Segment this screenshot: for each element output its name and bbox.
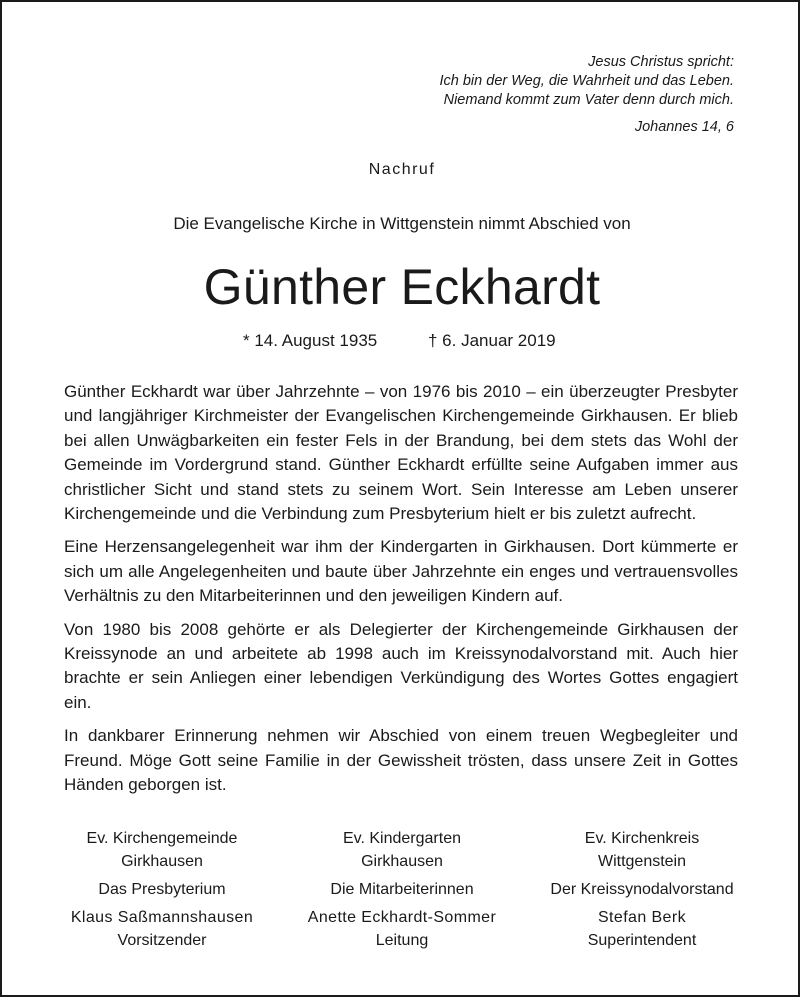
quote-line: Ich bin der Weg, die Wahrheit und das Leben. — [439, 73, 734, 89]
signature-org-line: Ev. Kirchengemeinde — [86, 830, 238, 847]
signature-org-line: Ev. Kindergarten — [343, 830, 461, 847]
signature-group: Das Presbyterium — [98, 881, 226, 898]
signature-org-place: Wittgenstein — [597, 853, 687, 870]
signature-block — [42, 827, 762, 952]
quote-line: Jesus Christus spricht: — [588, 54, 734, 70]
death-date: † 6. Januar 2019 — [428, 331, 556, 350]
signature-column — [282, 827, 522, 952]
intro-line: Die Evangelische Kirche in Wittgenstein nimmt Abschied von — [173, 214, 631, 233]
signature-role: Leitung — [375, 932, 429, 949]
birth-date: * 14. August 1935 — [243, 331, 378, 350]
bible-quote — [440, 53, 735, 137]
quote-reference: Johannes 14, 6 — [634, 119, 734, 135]
signature-group: Die Mitarbeiterinnen — [330, 881, 474, 898]
signature-role: Vorsitzender — [117, 932, 207, 949]
signature-column — [42, 827, 282, 952]
body-paragraph: Von 1980 bis 2008 gehörte er als Delegierter der Kirchengemeinde Girkhausen der Kreissynode an und arbeitete ab 1998 auch im Kreissynodalvorstand mit. Auch hier brachte er sein Anliegen einer lebendigen Verkündigung des Wortes Gottes engagiert ein. — [64, 619, 738, 712]
signature-group: Der Kreissynodalvorstand — [550, 881, 734, 898]
signature-person: Stefan Berk — [597, 909, 686, 926]
quote-line: Niemand kommt zum Vater denn durch mich. — [443, 92, 734, 108]
body-paragraph: In dankbarer Erinnerung nehmen wir Abschied von einem treuen Wegbegleiter und Freund. Möge Gott seine Familie in der Gewissheit trösten, dass unsere Zeit in Gottes Händen geborgen ist. — [64, 726, 738, 795]
deceased-name: Günther Eckhardt — [203, 259, 601, 315]
signature-column — [522, 827, 762, 952]
obituary-body — [64, 380, 738, 807]
signature-org-place: Girkhausen — [361, 853, 443, 870]
signature-person: Anette Eckhardt-Sommer — [307, 909, 497, 926]
body-paragraph: Günther Eckhardt war über Jahrzehnte – von 1976 bis 2010 – ein überzeugter Presbyter und langjähriger Kirchmeister der Evangelischen Kirchengemeinde Girkhausen. Er blieb bei allen Unwägbarkeiten ein fester Fels in der Brandung, bei dem stets das Wohl der Gemeinde im Vordergrund stand. Günther Eckhardt erfüllte seine Aufgaben immer aus christlicher Sicht und stand stets zu seinem Wort. Sein Interesse am Leben unserer Kirchengemeinde und die Verbindung zum Presbyterium hielt er bis zuletzt aufrecht. — [64, 382, 738, 524]
signature-org-place: Girkhausen — [121, 853, 203, 870]
obituary-heading: Nachruf — [368, 161, 436, 178]
signature-role: Superintendent — [587, 932, 697, 949]
signature-org-line: Ev. Kirchenkreis — [584, 830, 700, 847]
body-paragraph: Eine Herzensangelegenheit war ihm der Kindergarten in Girkhausen. Dort kümmerte er sich um alle Angelegenheiten und baute über Jahrzehnte ein enges und vertrauensvolles Verhältnis zu den Mitarbeiterinnen und den jeweiligen Kindern auf. — [64, 537, 738, 606]
signature-person: Klaus Saßmannshausen — [70, 909, 254, 926]
